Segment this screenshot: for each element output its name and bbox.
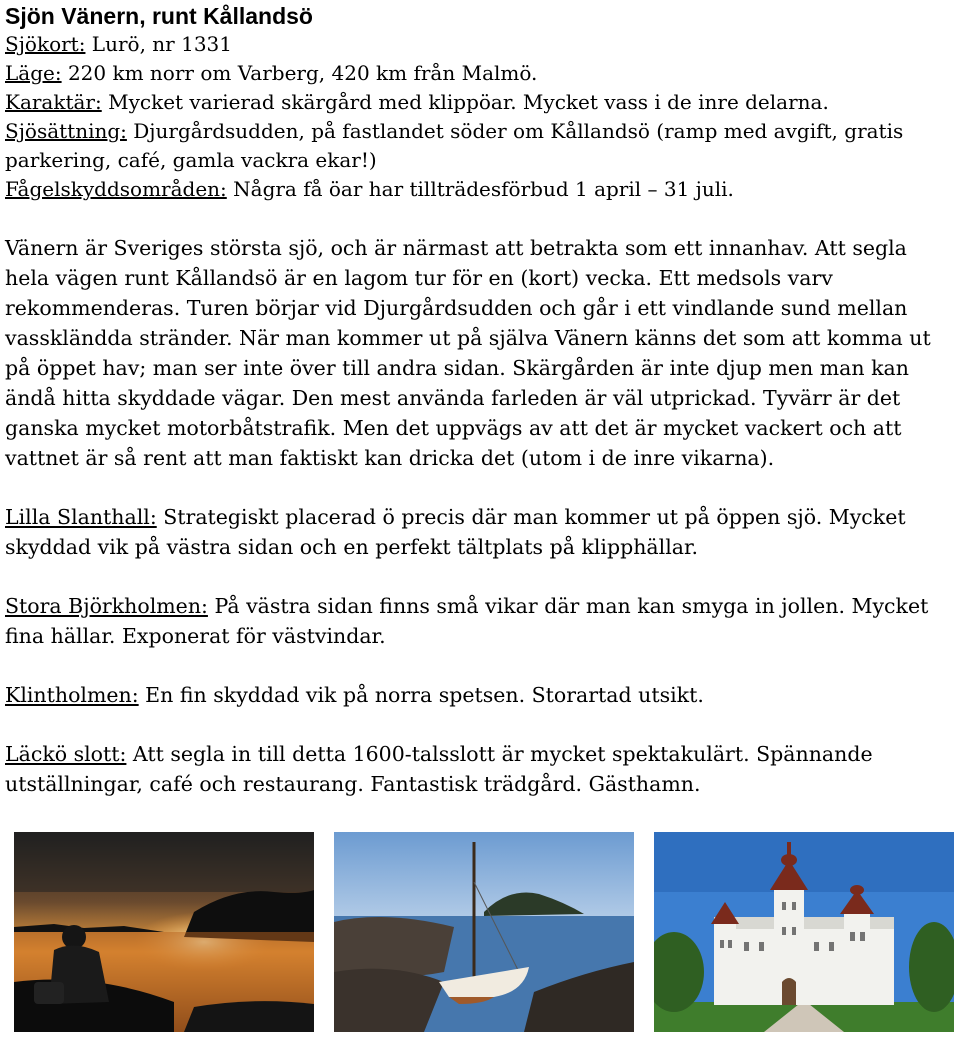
fact-location	[5, 59, 957, 88]
fact-list	[5, 30, 957, 204]
place-klintholmen	[5, 680, 957, 710]
place-label: Läckö slott:	[5, 742, 127, 766]
fact-label: Fågelskyddsområden:	[5, 177, 227, 201]
place-lilla-slanthall	[5, 502, 957, 562]
place-label: Lilla Slanthall:	[5, 505, 157, 529]
intro-line: vattnet är så rent att man faktiskt kan dricka det (utom i de inre vikarna).	[5, 446, 775, 470]
fact-label: Läge:	[5, 61, 62, 85]
fact-text: Djurgårdsudden, på fastlandet söder om Kållandsö (ramp med avgift, gratis	[126, 119, 904, 143]
fact-launch	[5, 117, 957, 146]
intro-paragraph	[5, 233, 957, 473]
document	[5, 0, 957, 799]
sunset-photo	[14, 832, 314, 1032]
intro-line: Vänern är Sveriges största sjö, och är närmast att betrakta som ett innanhav. Att segla	[5, 236, 907, 260]
intro-line: vasskländda stränder. När man kommer ut på själva Vänern känns det som att komma ut	[5, 326, 931, 350]
fact-character	[5, 88, 957, 117]
fact-label: Sjösättning:	[5, 119, 127, 143]
place-label: Klintholmen:	[5, 683, 139, 707]
intro-line: rekommenderas. Turen börjar vid Djurgårdsudden och går i ett vindlande sund mellan	[5, 296, 908, 320]
fact-text: Mycket varierad skärgård med klippöar. Mycket vass i de inre delarna.	[101, 90, 829, 114]
intro-line: på öppet hav; man ser inte över till andra sidan. Skärgården är inte djup men man kan	[5, 356, 909, 380]
fact-label: Karaktär:	[5, 90, 102, 114]
place-lacko-slott	[5, 739, 957, 799]
intro-line: ganska mycket motorbåtstrafik. Men det uppvägs av att det är mycket vackert och att	[5, 416, 902, 440]
fact-text: Några få öar har tillträdesförbud 1 april – 31 juli.	[226, 177, 734, 201]
sailboat-photo	[334, 832, 634, 1032]
place-text: En fin skyddad vik på norra spetsen. Storartad utsikt.	[138, 683, 704, 707]
page-title: Sjön Vänern, runt Kållandsö	[5, 3, 313, 29]
lacko-castle-photo	[654, 832, 954, 1032]
fact-bird-protection	[5, 175, 957, 204]
place-text: Strategiskt placerad ö precis där man kommer ut på öppen sjö. Mycket	[156, 505, 906, 529]
fact-label: Sjökort:	[5, 32, 86, 56]
place-text: På västra sidan finns små vikar där man kan smyga in jollen. Mycket	[207, 594, 929, 618]
place-label: Stora Björkholmen:	[5, 594, 208, 618]
intro-line: ändå hitta skyddade vägar. Den mest använda farleden är väl utprickad. Tyvärr är det	[5, 386, 901, 410]
place-text: utställningar, café och restaurang. Fantastisk trädgård. Gästhamn.	[5, 772, 701, 796]
fact-launch-cont	[5, 146, 957, 175]
place-text: fina hällar. Exponerat för västvindar.	[5, 624, 386, 648]
fact-chart	[5, 30, 957, 59]
fact-text: 220 km norr om Varberg, 420 km från Malmö.	[61, 61, 538, 85]
place-stora-bjorkholmen	[5, 591, 957, 651]
photo-strip	[14, 832, 954, 1032]
place-text: skyddad vik på västra sidan och en perfekt tältplats på klipphällar.	[5, 535, 699, 559]
intro-line: hela vägen runt Kållandsö är en lagom tur för en (kort) vecka. Ett medsols varv	[5, 266, 833, 290]
fact-text: parkering, café, gamla vackra ekar!)	[5, 148, 377, 172]
fact-text: Lurö, nr 1331	[85, 32, 232, 56]
place-text: Att segla in till detta 1600-talsslott är mycket spektakulärt. Spännande	[126, 742, 873, 766]
